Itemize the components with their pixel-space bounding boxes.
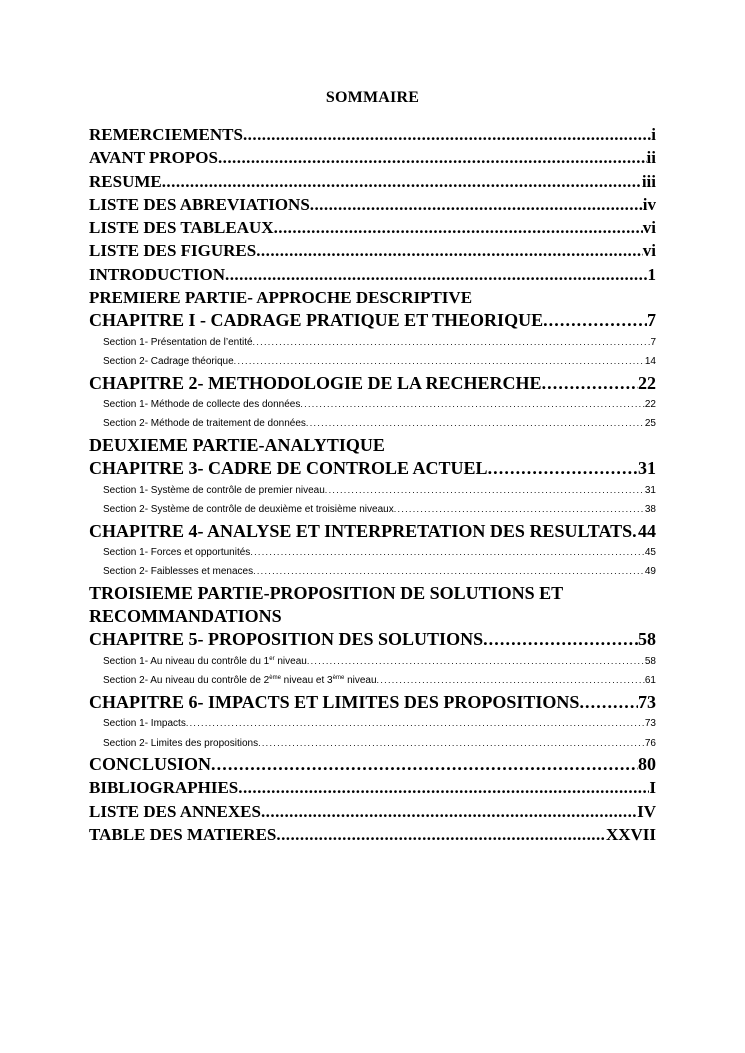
toc-entry-avant-propos[interactable]: [89, 146, 656, 169]
toc-entry-chapitre-6[interactable]: [89, 691, 656, 714]
toc-entry-page: 31: [638, 458, 656, 479]
dot-leader: [225, 263, 647, 286]
toc-entry-label: CHAPITRE 5- PROPOSITION DES SOLUTIONS: [89, 629, 484, 650]
dot-leader: [306, 414, 645, 434]
toc-entry-page: 7: [647, 310, 656, 331]
superscript: er: [269, 655, 275, 662]
dot-leader: [310, 193, 643, 216]
dot-leader: [394, 500, 645, 520]
toc-entry-page: 1: [647, 264, 656, 284]
toc-entry-page: i: [651, 125, 656, 144]
dot-leader: [488, 457, 638, 480]
toc-entry-label: LISTE DES ABREVIATIONS: [89, 194, 310, 214]
toc-part-label: PREMIERE PARTIE- APPROCHE DESCRIPTIVE: [89, 288, 473, 308]
toc-section-5-2[interactable]: [89, 671, 656, 691]
toc-section-1-2[interactable]: [89, 352, 656, 372]
toc-section-page: 73: [644, 718, 656, 730]
toc-section-label: Section 2- Faiblesses et menaces: [103, 566, 254, 578]
dot-leader: [211, 753, 638, 776]
toc-entry-page: 73: [638, 691, 656, 712]
label-part: Section 1- Au niveau du contrôle du 1: [103, 655, 270, 667]
toc-section-4-2[interactable]: [89, 562, 656, 582]
toc-entry-liste-abreviations[interactable]: [89, 193, 656, 216]
toc-section-label: Section 1- Système de contrôle de premier niveau: [103, 484, 325, 496]
toc-section-page: 49: [644, 566, 656, 578]
toc-entry-page: iv: [642, 194, 656, 214]
label-part: niveau: [344, 675, 377, 687]
dot-leader: [300, 395, 645, 415]
toc-entry-label: CHAPITRE 4- ANALYSE ET INTERPRETATION DES RESULTATS: [89, 520, 633, 541]
toc-section-page: 31: [644, 484, 656, 496]
superscript: ème: [269, 675, 281, 682]
toc-section-page: 76: [644, 737, 656, 749]
label-part: Section 2- Au niveau du contrôle de 2: [103, 675, 270, 687]
toc-entry-chapitre-2[interactable]: [89, 372, 656, 395]
toc-entry-chapitre-4[interactable]: [89, 520, 656, 543]
dot-leader: [243, 123, 651, 146]
toc-entry-page: 58: [638, 629, 656, 650]
dot-leader: [253, 562, 645, 582]
toc-entry-label: LISTE DES FIGURES: [89, 241, 257, 261]
toc-section-label: Section 2- Méthode de traitement de données: [103, 418, 306, 430]
toc-entry-label: AVANT PROPOS: [89, 148, 218, 168]
toc-entry-label: LISTE DES ANNEXES: [89, 801, 261, 821]
toc-section-page: 22: [644, 398, 656, 410]
toc-part-label: TROISIEME PARTIE-PROPOSITION DE SOLUTIONS ET: [89, 582, 564, 603]
toc-entry-label: TABLE DES MATIERES: [89, 824, 277, 844]
dot-leader: [274, 216, 643, 239]
toc-section-label: Section 1- Méthode de collecte des données: [103, 398, 301, 410]
toc-section-label: Section 2- Système de contrôle de deuxième et troisième niveaux: [103, 504, 394, 516]
toc-section-4-1[interactable]: [89, 543, 656, 563]
toc-section-label: Section 2- Limites des propositions: [103, 737, 259, 749]
toc-entry-page: IV: [637, 801, 656, 821]
toc-section-page: 45: [644, 546, 656, 558]
dot-leader: [238, 776, 649, 799]
toc-section-label: Section 1- Impacts: [103, 718, 186, 730]
toc-entry-bibliographies[interactable]: [89, 776, 656, 799]
toc-section-page: 38: [644, 504, 656, 516]
toc-section-2-1[interactable]: [89, 395, 656, 415]
toc-entry-page: iii: [641, 171, 656, 191]
superscript: ème: [332, 675, 345, 682]
dot-leader: [218, 146, 647, 169]
toc-section-label: Section 2- Cadrage théorique: [103, 356, 234, 368]
toc-part-heading-troisieme-cont: [89, 605, 656, 628]
toc-part-label: DEUXIEME PARTIE-ANALYTIQUE: [89, 434, 385, 455]
dot-leader: [579, 691, 638, 714]
page-title: SOMMAIRE: [325, 89, 420, 106]
toc-entry-label: INTRODUCTION: [89, 264, 226, 284]
dot-leader: [483, 628, 638, 651]
toc-entry-chapitre-1[interactable]: [89, 309, 656, 332]
toc-part-heading-troisieme: [89, 582, 656, 605]
toc-entry-page: XXVII: [605, 824, 656, 844]
toc-entry-table-matieres[interactable]: [89, 823, 656, 846]
toc-entry-label: CHAPITRE 6- IMPACTS ET LIMITES DES PROPOSITIONS: [89, 691, 580, 712]
toc-entry-page: vi: [642, 241, 656, 261]
toc-section-label: [103, 652, 307, 672]
toc-part-heading-premiere: [89, 286, 656, 309]
toc-entry-label: LISTE DES TABLEAUX: [89, 218, 274, 238]
toc-entry-conclusion[interactable]: [89, 753, 656, 776]
toc-section-3-2[interactable]: [89, 500, 656, 520]
toc-section-label: Section 1- Présentation de l’entité: [103, 336, 253, 348]
label-part: niveau: [274, 655, 307, 667]
toc-entry-label: CONCLUSION: [89, 754, 212, 775]
toc-entry-page: 22: [638, 372, 656, 393]
table-of-contents: [89, 123, 656, 846]
label-part: niveau et 3: [280, 675, 333, 687]
toc-entry-liste-figures[interactable]: [89, 239, 656, 262]
toc-section-page: 61: [644, 675, 656, 687]
dot-leader: [261, 800, 637, 823]
toc-entry-chapitre-5[interactable]: [89, 628, 656, 651]
toc-entry-liste-tableaux[interactable]: [89, 216, 656, 239]
dot-leader: [258, 734, 645, 754]
toc-section-label: [103, 671, 377, 691]
toc-section-page: 7: [650, 336, 656, 348]
dot-leader: [234, 352, 645, 372]
dot-leader: [162, 170, 642, 193]
toc-section-page: 58: [644, 655, 656, 667]
dot-leader: [250, 543, 645, 563]
toc-entry-page: 80: [638, 754, 656, 775]
toc-entry-label: CHAPITRE 3- CADRE DE CONTROLE ACTUEL: [89, 458, 488, 479]
dot-leader: [377, 671, 645, 691]
toc-entry-page: 44: [638, 520, 656, 541]
toc-entry-resume[interactable]: [89, 170, 656, 193]
dot-leader: [543, 309, 647, 332]
toc-section-2-2[interactable]: [89, 414, 656, 434]
dot-leader: [325, 481, 645, 501]
toc-section-page: 14: [644, 356, 656, 368]
toc-entry-label: BIBLIOGRAPHIES: [89, 778, 239, 798]
toc-section-page: 25: [644, 418, 656, 430]
toc-entry-remerciements[interactable]: [89, 123, 656, 146]
toc-entry-chapitre-3[interactable]: [89, 457, 656, 480]
dot-leader: [307, 652, 645, 672]
toc-entry-page: vi: [642, 218, 656, 238]
dot-leader: [276, 823, 606, 846]
toc-section-5-1[interactable]: [89, 652, 656, 672]
dot-leader: [186, 714, 645, 734]
toc-part-label: RECOMMANDATIONS: [89, 606, 282, 627]
dot-leader: [542, 372, 638, 395]
dot-leader: [253, 333, 651, 353]
toc-section-6-1[interactable]: [89, 714, 656, 734]
toc-entry-label: REMERCIEMENTS: [89, 125, 243, 144]
toc-entry-page: ii: [646, 148, 656, 168]
dot-leader: [256, 239, 643, 262]
toc-section-label: Section 1- Forces et opportunités: [103, 546, 251, 558]
toc-entry-label: CHAPITRE 2- METHODOLOGIE DE LA RECHERCHE: [89, 372, 542, 393]
toc-entry-introduction[interactable]: [89, 263, 656, 286]
toc-entry-page: I: [649, 778, 656, 798]
toc-part-heading-deuxieme: [89, 434, 656, 457]
toc-section-3-1[interactable]: [89, 481, 656, 501]
toc-section-1-1[interactable]: [89, 333, 656, 353]
toc-entry-label: RESUME: [89, 171, 162, 191]
toc-entry-liste-annexes[interactable]: [89, 800, 656, 823]
toc-section-6-2[interactable]: [89, 734, 656, 754]
toc-entry-label: CHAPITRE I - CADRAGE PRATIQUE ET THEORIQUE: [89, 310, 544, 331]
